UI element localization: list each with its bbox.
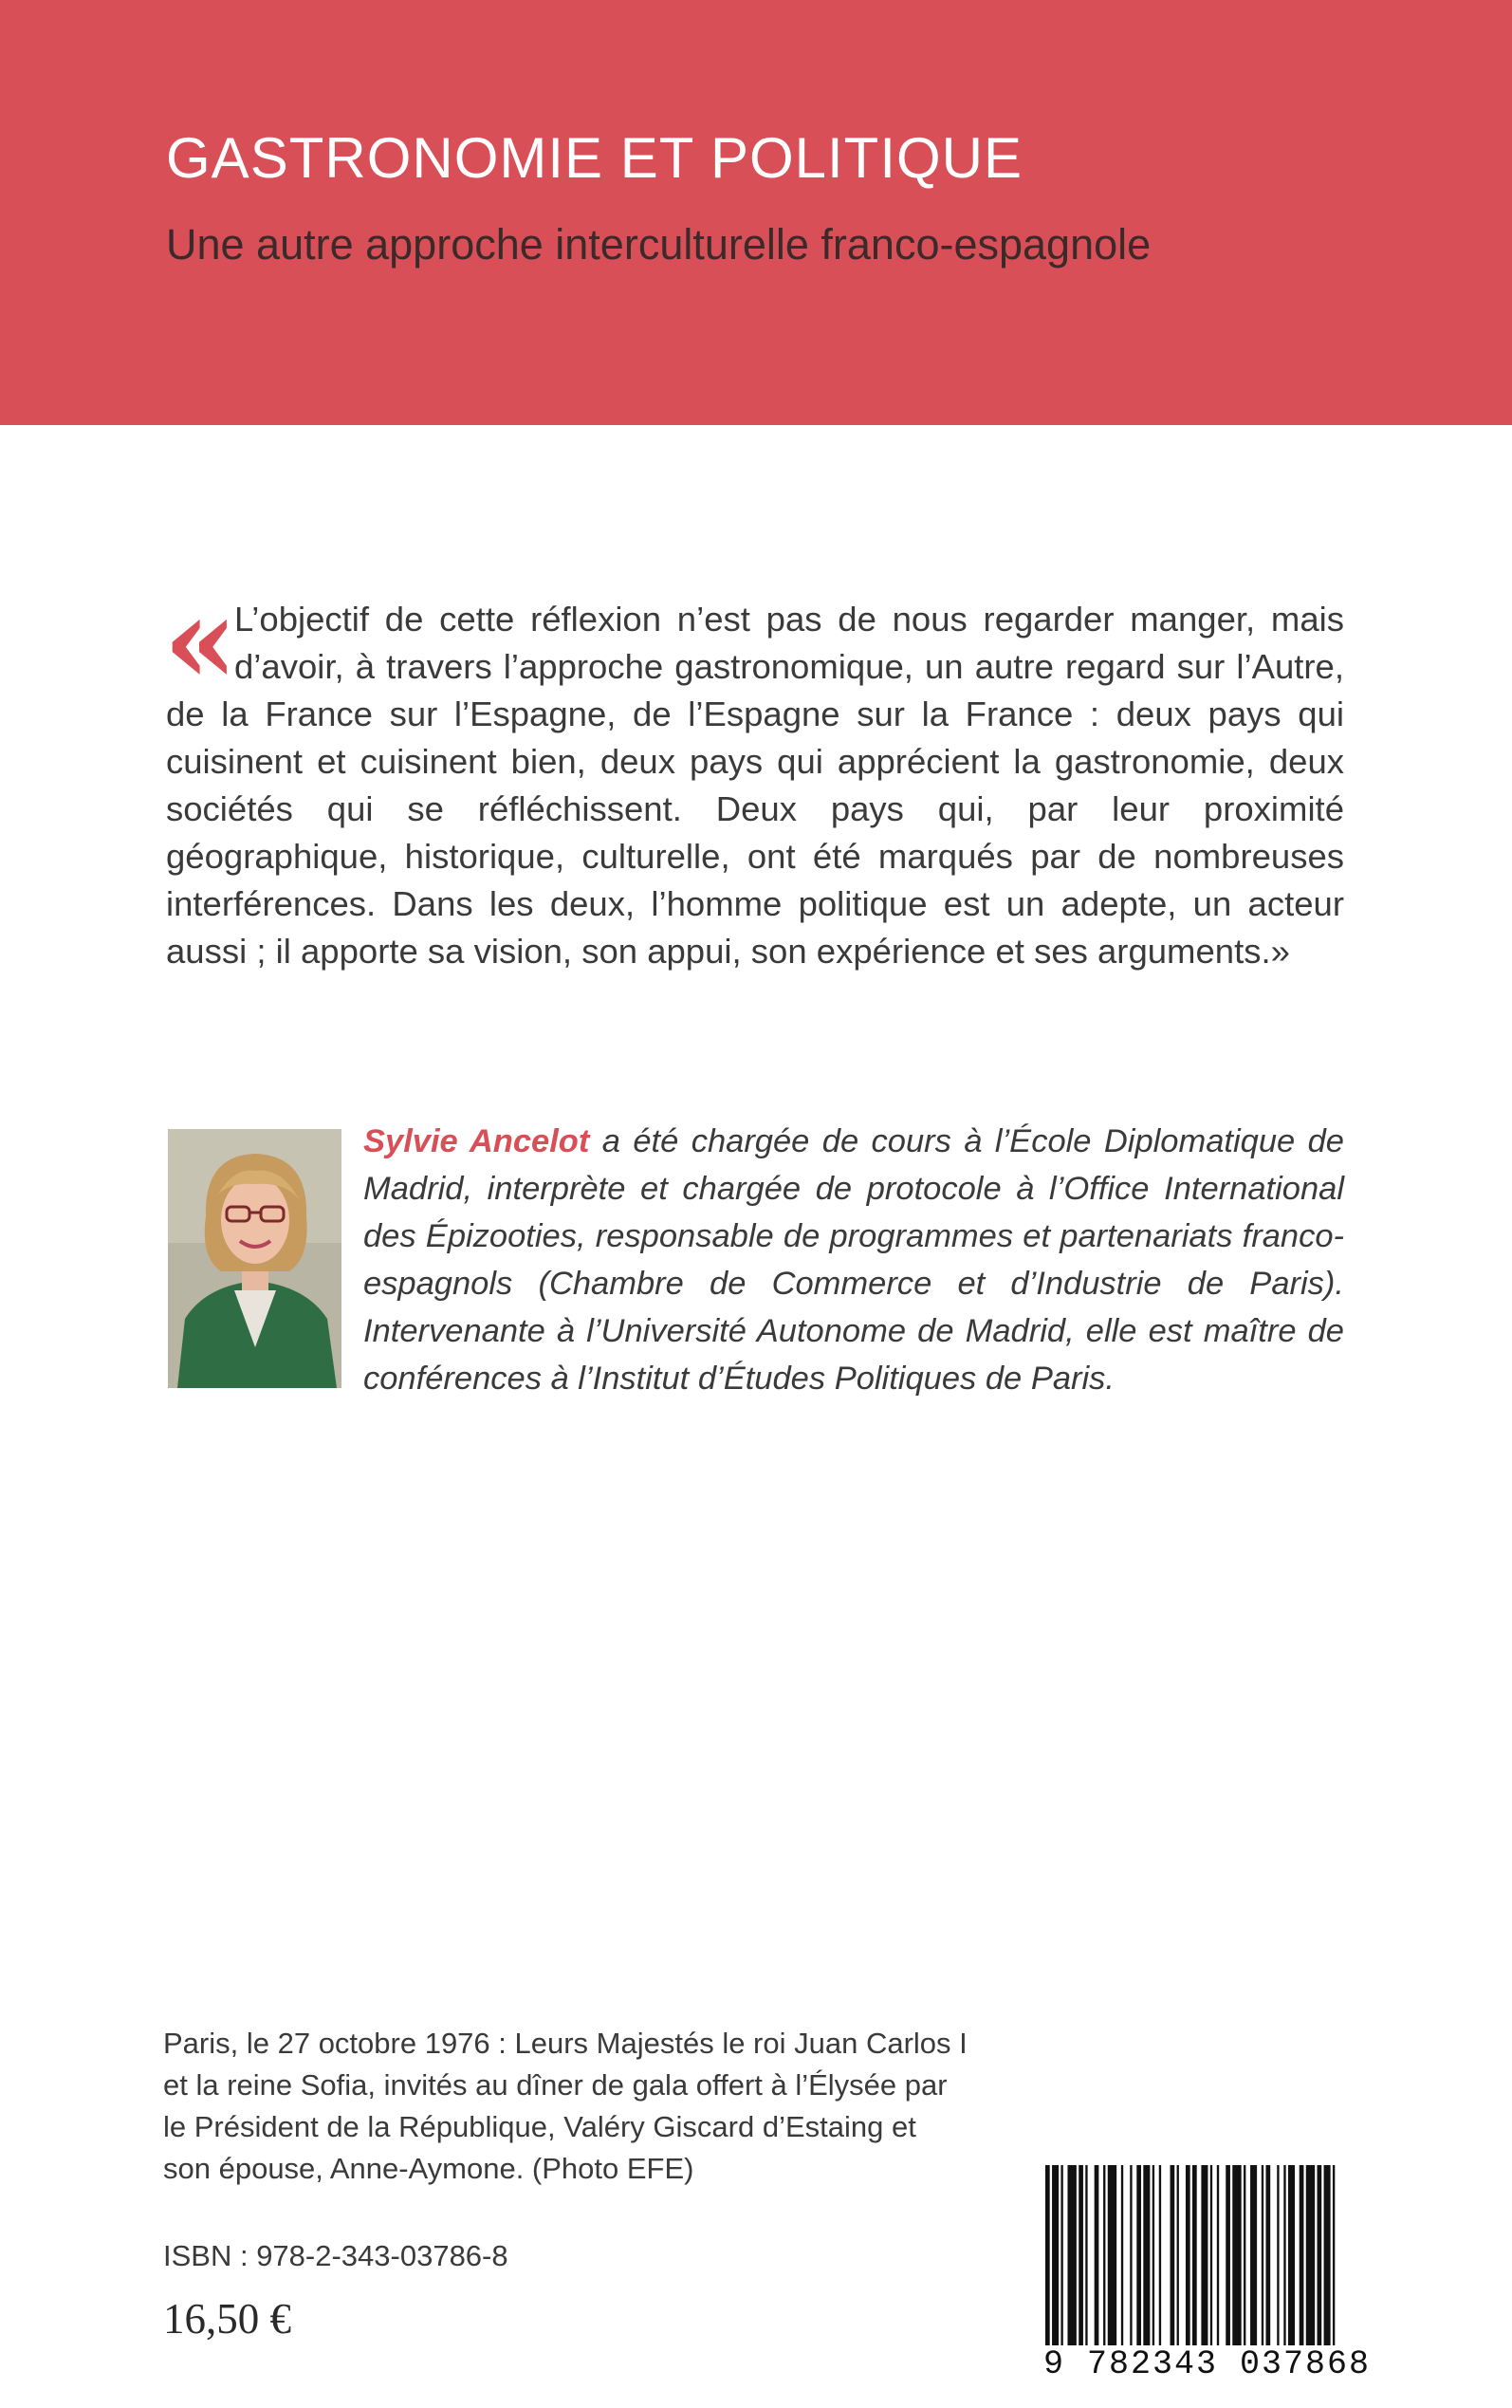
book-title: GASTRONOMIE ET POLITIQUE	[166, 126, 1023, 190]
author-photo	[168, 1129, 341, 1388]
barcode-bar	[1085, 2165, 1087, 2345]
quote-open-mark: «	[163, 570, 238, 711]
photo-caption: Paris, le 27 octobre 1976 : Leurs Majestés le roi Juan Carlos I et la reine Sofia, invités au dîner de gala offert à l’Élysée par le Président de la République, Valéry Giscard d’Estaing et son épouse, Anne-Aymone. (Photo EFE)	[163, 2027, 968, 2185]
barcode-bar	[1266, 2165, 1271, 2345]
author-bio	[363, 1118, 1344, 1402]
barcode-bar	[1052, 2165, 1059, 2345]
barcode-bar	[1288, 2165, 1295, 2345]
barcode-bar	[1217, 2165, 1219, 2345]
quote-text: L’objectif de cette réflexion n’est pas de nous regarder manger, mais d’avoir, à travers l’approche gastronomique, un autre regard sur l’Autre, de la France sur l’Espagne, de l’Espagne sur la France : deux pays qui cuisinent et cuisinent bien, deux pays qui apprécient la gastronomie, deux sociétés qui se réfléchissent. Deux pays qui, par leur proximité géographique, historique, culturelle, ont été marqués par de nombreuses interférences. Dans les deux, l’homme politique est un adepte, un acteur aussi ; il apporte sa vision, son appui, son expérience et ses arguments.»	[166, 600, 1344, 971]
cover-header-band	[0, 0, 1512, 425]
barcode-bar	[1108, 2165, 1116, 2345]
barcode-bar	[1186, 2165, 1190, 2345]
barcode-bar	[1250, 2165, 1257, 2345]
barcode-bar	[1232, 2165, 1241, 2345]
barcode-bar	[1060, 2165, 1062, 2345]
barcode-bar	[1067, 2165, 1076, 2345]
barcode-bar	[1262, 2165, 1263, 2345]
author-name: Sylvie Ancelot	[363, 1123, 590, 1159]
barcode-bar	[1130, 2165, 1132, 2345]
barcode-bar	[1136, 2165, 1141, 2345]
barcode-bar	[1324, 2165, 1331, 2345]
barcode-bar	[1045, 2165, 1050, 2345]
barcode-bar	[1095, 2165, 1099, 2345]
barcode-bar	[1333, 2165, 1335, 2345]
barcode-bar	[1210, 2165, 1212, 2345]
barcode-bar	[1201, 2165, 1208, 2345]
barcode-bar	[1226, 2165, 1230, 2345]
author-bio-text: a été chargée de cours à l’École Diplomatique de Madrid, interprète et chargée de protocole à l’Office International des Épizooties, responsable de programmes et partenariats franco-espagnols (Chambre de Commerce et d’Industrie de Paris). Intervenante à l’Université Autonome de Madrid, elle est maître de conférences à l’Institut d’Études Politiques de Paris.	[363, 1123, 1344, 1397]
barcode-bar	[1244, 2165, 1245, 2345]
barcode-bar	[1152, 2165, 1154, 2345]
barcode-bar	[1318, 2165, 1322, 2345]
barcode-bar	[1079, 2165, 1083, 2345]
barcode-bar	[1300, 2165, 1304, 2345]
barcode-bar	[1121, 2165, 1123, 2345]
barcode-bar	[1159, 2165, 1161, 2345]
back-cover-quote	[166, 596, 1344, 975]
barcode-digits: 9 782343 037868	[1043, 2345, 1372, 2383]
book-subtitle: Une autre approche interculturelle franco-espagnole	[166, 220, 1152, 269]
barcode-bar	[1283, 2165, 1285, 2345]
price: 16,50 €	[163, 2295, 291, 2343]
barcode-bar	[1192, 2165, 1197, 2345]
barcode-bar	[1277, 2165, 1279, 2345]
barcode-bar	[1103, 2165, 1105, 2345]
barcode-bar	[1306, 2165, 1315, 2345]
barcode-bar	[1177, 2165, 1179, 2345]
barcode-bar	[1143, 2165, 1150, 2345]
isbn: ISBN : 978-2-343-03786-8	[163, 2239, 508, 2272]
barcode-bar	[1171, 2165, 1175, 2345]
